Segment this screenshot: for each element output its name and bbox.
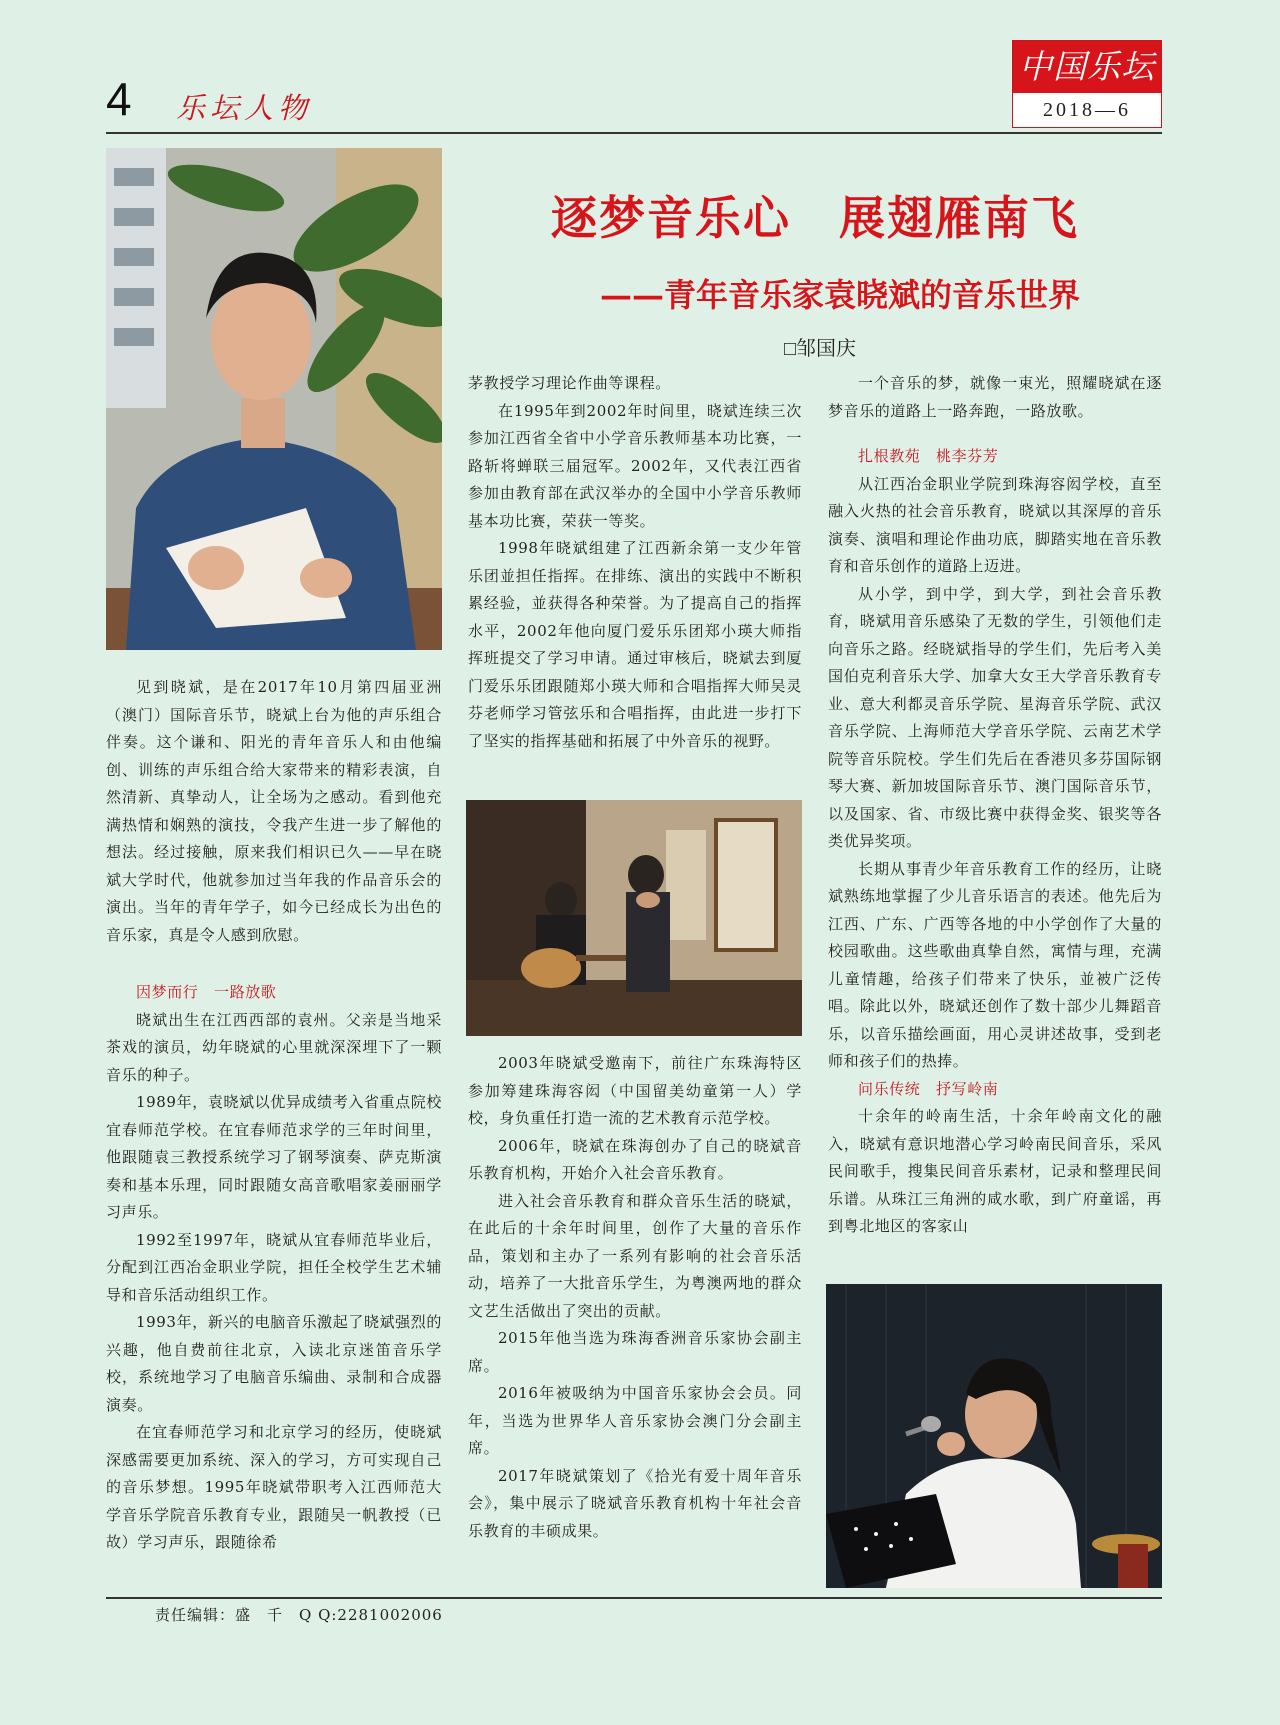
text-column-2-continued [468, 1050, 802, 1545]
performance-photo-singer [826, 1284, 1162, 1588]
paragraph: 1989年，袁晓斌以优异成绩考入省重点院校宜春师范学校。在宜春师范求学的三年时间里，他跟随袁三教授系统学习了钢琴演奏、萨克斯演奏和基本乐理，同时跟随女高音歌唱家姜丽丽学习声乐。 [106, 1093, 442, 1221]
masthead-title: 中国乐坛 [1013, 41, 1161, 93]
paragraph: 2003年晓斌受邀南下，前往广东珠海特区参加筹建珠海容闳（中国留美幼童第一人）学校，身负重任打造一流的艺术教育示范学校。 [468, 1054, 802, 1127]
text-column-1 [106, 674, 442, 1557]
article-title: 逐梦音乐心 展翅雁南飞 [551, 191, 1079, 245]
issue-number: 2018—6 [1043, 99, 1131, 121]
text-column-3 [828, 370, 1162, 1241]
text-column-2 [468, 370, 802, 755]
editor-credit: 责任编辑：盛 千 Q Q:2281002006 [155, 1606, 443, 1624]
paragraph: 从江西冶金职业学院到珠海容闳学校，直至融入火热的社会音乐教育，晓斌以其深厚的音乐演奏、演唱和理论作曲功底，脚踏实地在音乐教育和音乐创作的道路上迈进。 [828, 474, 1162, 575]
paragraph: 1998年晓斌组建了江西新余第一支少年管乐团並担任指挥。在排练、演出的实践中不断积累经验，並获得各种荣誉。为了提高自己的指挥水平，2002年他向厦门爱乐乐团郑小瑛大师指挥班提交了学习申请。通过审核后，晓斌去到厦门爱乐乐团跟随郑小瑛大师和合唱指挥大师吴灵芬老师学习管弦乐和合唱指挥，由此进一步打下了坚实的指挥基础和拓展了中外音乐的视野。 [468, 539, 802, 750]
paragraph: 茅教授学习理论作曲等课程。 [468, 374, 671, 392]
paragraph: 在宜春师范学习和北京学习的经历，使晓斌深感需要更加系统、深入的学习，方可实现自己的音乐梦想。1995年晓斌带职考入江西师范大学音乐学院音乐教育专业，跟随吴一帆教授（已故）学习声乐，跟随徐希 [106, 1423, 442, 1551]
performance-photo-guitar [466, 800, 802, 1036]
byline: □邹国庆 [783, 338, 857, 360]
paragraph: 一个音乐的梦，就像一束光，照耀晓斌在逐梦音乐的道路上一路奔跑，一路放歌。 [828, 374, 1162, 420]
paragraph: 长期从事青少年音乐教育工作的经历，让晓斌熟练地掌握了少儿音乐语言的表述。他先后为江西、广东、广西等各地的中小学创作了大量的校园歌曲。这些歌曲真挚自然，寓情与理，充满儿童情趣，给孩子们带来了快乐，並被广泛传唱。除此以外，晓斌还创作了数十部少儿舞蹈音乐，以音乐描绘画面，用心灵讲述故事，受到老师和孩子们的热捧。 [828, 859, 1162, 1070]
page-number: 4 [106, 73, 132, 125]
paragraph: 进入社会音乐教育和群众音乐生活的晓斌，在此后的十余年时间里，创作了大量的音乐作品，策划和主办了一系列有影响的社会音乐活动，培养了一大批音乐学生，为粤澳两地的群众文艺生活做出了突出的贡献。 [468, 1191, 802, 1320]
paragraph: 2006年，晓斌在珠海创办了自己的晓斌音乐教育机构，开始介入社会音乐教育。 [468, 1136, 802, 1182]
paragraph: 1992至1997年，晓斌从宜春师范毕业后，分配到江西冶金职业学院，担任全校学生艺术辅导和音乐活动组织工作。 [106, 1230, 442, 1304]
subheading: 因梦而行 一路放歌 [136, 983, 277, 1001]
paragraph: 见到晓斌，是在2017年10月第四届亚洲（澳门）国际音乐节，晓斌上台为他的声乐组合伴奏。这个谦和、阳光的青年音乐人和由他编创、训练的声乐组合给大家带来的精彩表演，自然清新、真挚动人，让全场为之感动。看到他充满热情和娴熟的演技，令我产生进一步了解他的想法。经过接触，原来我们相识已久——早在晓斌大学时代，他就参加过当年我的作品音乐会的演出。当年的青年学子，如今已经成长为出色的音乐家，真是令人感到欣慰。 [106, 678, 442, 944]
subheading: 问乐传统 抒写岭南 [858, 1079, 999, 1098]
header-divider [106, 132, 1162, 134]
masthead-logo [1012, 40, 1162, 128]
paragraph: 1993年，新兴的电脑音乐激起了晓斌强烈的兴趣，他自费前往北京，入读北京迷笛音乐学校，系统地学习了电脑音乐编曲、录制和合成器演奏。 [106, 1313, 442, 1414]
article-subtitle: ——青年音乐家袁晓斌的音乐世界 [599, 276, 1080, 314]
paragraph: 从小学，到中学，到大学，到社会音乐教育，晓斌用音乐感染了无数的学生，引领他们走向音乐之路。经晓斌指导的学生们，先后考入美国伯克利音乐大学、加拿大女王大学音乐教育专业、意大利都灵音乐学院、星海音乐学院、武汉音乐学院、上海师范大学音乐学院、云南艺术学院等音乐院校。学生们先后在香港贝多芬国际钢琴大赛、新加坡国际音乐节、澳门国际音乐节，以及国家、省、市级比赛中获得金奖、银奖等各类优异奖项。 [828, 584, 1162, 850]
paragraph: 在1995年到2002年时间里，晓斌连续三次参加江西省全省中小学音乐教师基本功比赛，一路斩将蝉联三届冠军。2002年，又代表江西省参加由教育部在武汉举办的全国中小学音乐教师基本功比赛，荣获一等奖。 [468, 401, 802, 530]
section-title: 乐坛人物 [176, 91, 313, 125]
paragraph: 2015年他当选为珠海香洲音乐家协会副主席。 [468, 1329, 802, 1375]
footer-divider [106, 1597, 1162, 1599]
paragraph: 晓斌出生在江西西部的袁州。父亲是当地采茶戏的演员，幼年晓斌的心里就深深埋下了一颗音乐的种子。 [106, 1010, 442, 1084]
paragraph: 十余年的岭南生活，十余年岭南文化的融入，晓斌有意识地潜心学习岭南民间音乐，采风民间歌手，搜集民间音乐素材，记录和整理民间乐谱。从珠江三角洲的咸水歌，到广府童谣，再到粤北地区的客家山 [828, 1107, 1162, 1235]
portrait-photo [106, 148, 442, 650]
paragraph: 2016年被吸纳为中国音乐家协会会员。同年，当选为世界华人音乐家协会澳门分会副主席。 [468, 1384, 802, 1457]
subheading: 扎根教苑 桃李芬芳 [858, 447, 999, 465]
paragraph: 2017年晓斌策划了《拾光有爱十周年音乐会》，集中展示了晓斌音乐教育机构十年社会音乐教育的丰硕成果。 [468, 1466, 802, 1540]
